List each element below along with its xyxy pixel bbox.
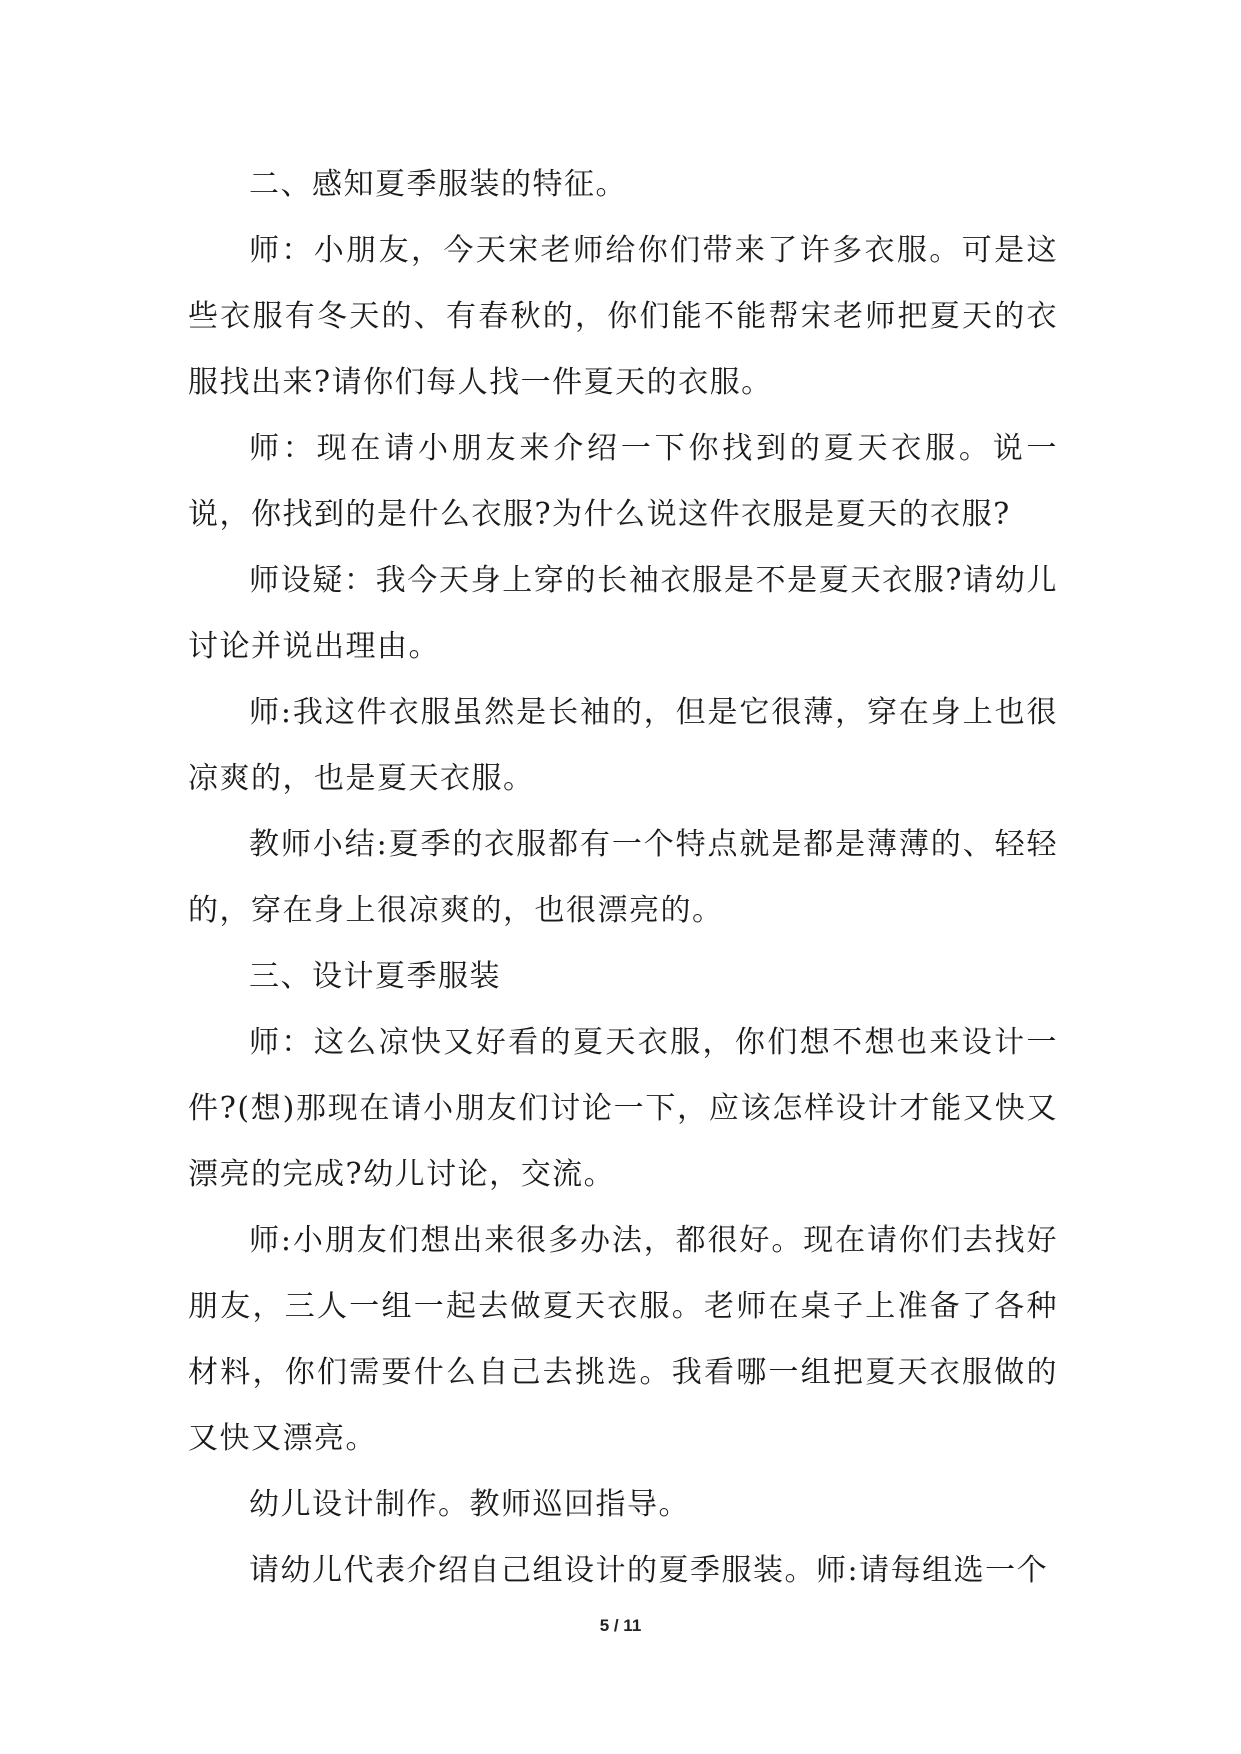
page-number: 5 / 11: [599, 1616, 642, 1635]
paragraph: 师：小朋友，今天宋老师给你们带来了许多衣服。可是这些衣服有冬天的、有春秋的，你们能不能帮宋老师把夏天的衣服找出来?请你们每人找一件夏天的衣服。: [188, 233, 1058, 400]
paragraph-section-3-heading: 三、设计夏季服装: [249, 959, 501, 994]
paragraph: 师：现在请小朋友来介绍一下你找到的夏天衣服。说一说，你找到的是什么衣服?为什么说这件衣服是夏天的衣服?: [188, 431, 1058, 532]
paragraph: 师设疑：我今天身上穿的长袖衣服是不是夏天衣服?请幼儿讨论并说出理由。: [188, 563, 1058, 664]
page-content: [188, 152, 1058, 1604]
paragraph-section-2-heading: 二、感知夏季服装的特征。: [249, 167, 627, 202]
paragraph: 师:我这件衣服虽然是长袖的，但是它很薄，穿在身上也很凉爽的，也是夏天衣服。: [188, 695, 1058, 796]
paragraph: 师：这么凉快又好看的夏天衣服，你们想不想也来设计一件?(想)那现在请小朋友们讨论一下，应该怎样设计才能又快又漂亮的完成?幼儿讨论，交流。: [188, 1025, 1058, 1192]
paragraph: 教师小结:夏季的衣服都有一个特点就是都是薄薄的、轻轻的，穿在身上很凉爽的，也很漂亮的。: [188, 827, 1058, 928]
paragraph: 师:小朋友们想出来很多办法，都很好。现在请你们去找好朋友，三人一组一起去做夏天衣服。老师在桌子上准备了各种材料，你们需要什么自己去挑选。我看哪一组把夏天衣服做的又快又漂亮。: [188, 1223, 1058, 1456]
paragraph: 幼儿设计制作。教师巡回指导。: [249, 1487, 690, 1522]
paragraph: 请幼儿代表介绍自己组设计的夏季服装。师:请每组选一个: [249, 1553, 1049, 1588]
